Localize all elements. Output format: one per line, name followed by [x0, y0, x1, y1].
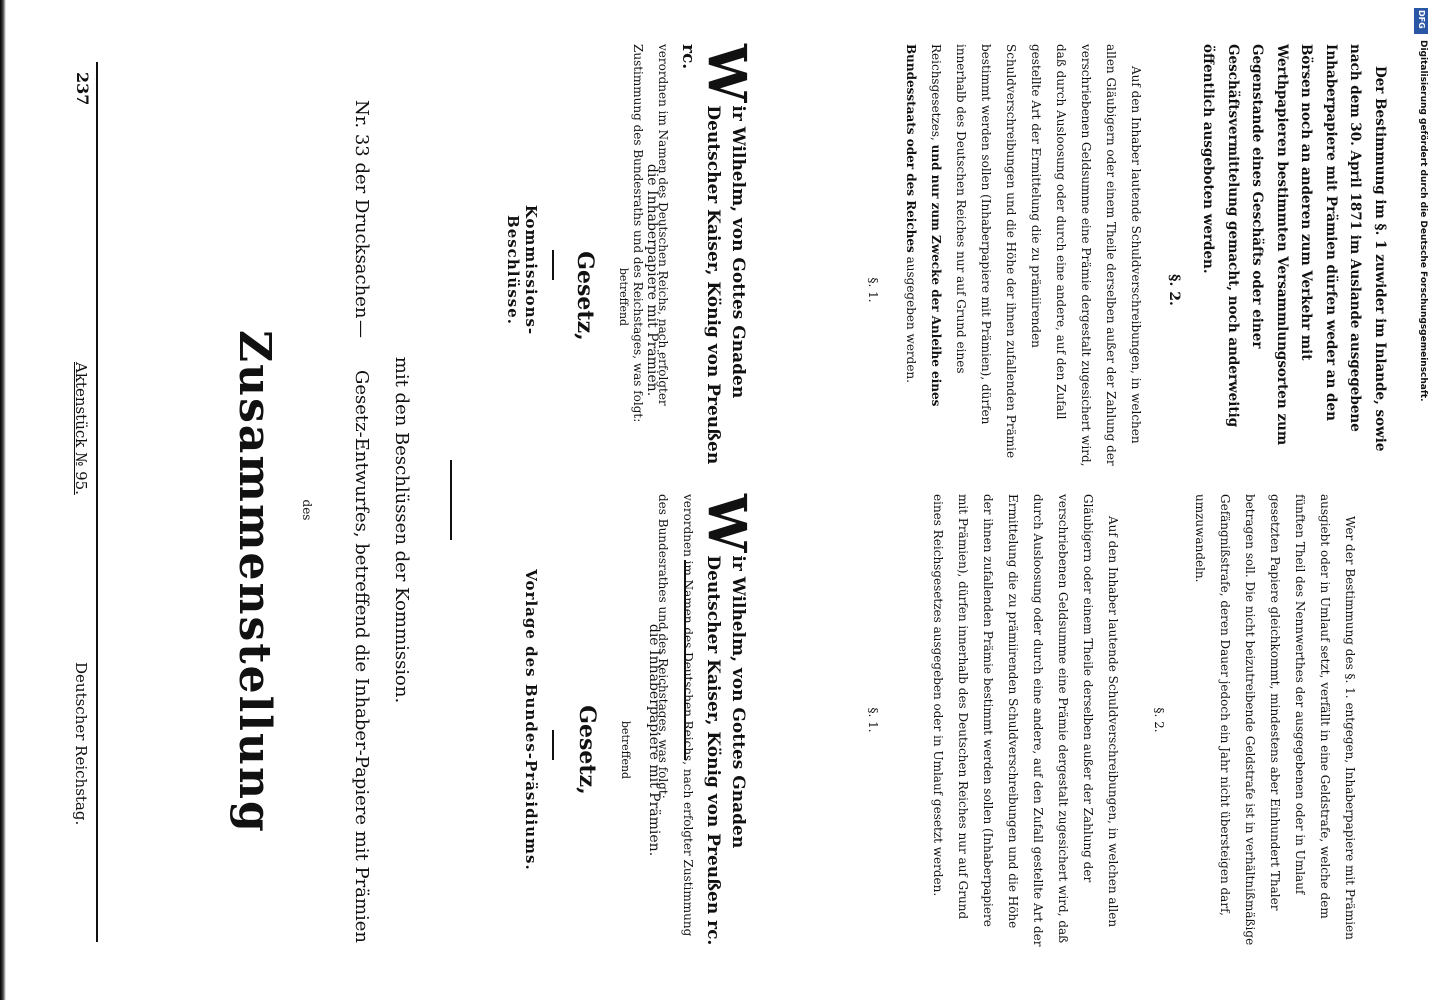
left-heading-rule — [552, 730, 554, 760]
left-para1-heading: §. 1. — [866, 707, 880, 733]
left-preamble-title: ir Wilhelm, von Gottes Gnaden Deutscher Kaiser, König von Preußen rc. — [703, 555, 748, 946]
left-betreffend: betreffend — [619, 720, 632, 780]
right-para1 — [888, 44, 1148, 474]
title-line-1b: Nr. 33 der Drucksachen — [351, 100, 372, 319]
left-para2-heading: §. 2. — [1152, 707, 1166, 733]
title-rule — [450, 460, 452, 540]
left-column-heading: Vorlage des Bundes-Präsidiums. — [522, 569, 540, 871]
right-para1-end: ausgegeben werden. — [904, 256, 918, 383]
left-para2: Wer der Bestimmung des §. 1. entgegen, Inhaberpapiere mit Prämien ausgiebt oder in Umlauf setzt, verfällt in eine Geldstrafe, welche dem fünften Theil des Nennwerthes der ausgegebenen oder in Umlauf gesetzten Papiere gleichkommt, mindestens aber Einhundert Thaler betragen soll. Die nicht beizutreibende Geldstrafe ist in verhältnißmäßige Gefängnißstrafe, deren Dauer jedoch ein Jahr nicht übersteigen darf, umzuwandeln. — [1193, 494, 1357, 946]
left-subject: die Inhaberpapiere mit Prämien. — [646, 623, 662, 857]
right-para2: Der Bestimmung im §. 1 zuwider im Inlande, sowie nach dem 30. April 1871 im Auslande ausgegebene Inhaberpapiere mit Prämien dürfen weder an den Börsen noch an anderen zum Verkehr mit Werthpapieren bestimmten Versammlungsorten zum Gegenstande eines Geschäfts oder einer Geschäftsvermittelung gemacht, noch anderweitig öffentlich ausgeboten werden. — [1200, 44, 1388, 452]
right-preamble — [631, 44, 757, 474]
right-preamble-text: verordnen im Namen des Deutschen Reichs, nach erfolgter Zustimmung des Bundesraths und des Reichstages, was folgt: — [631, 44, 670, 423]
left-law-title: Gesetz, — [574, 705, 600, 795]
running-header — [64, 62, 94, 952]
right-heading-rule — [552, 250, 554, 280]
right-subject: die Inhaberpapiere mit Prämien. — [644, 163, 660, 397]
title-des: des — [300, 499, 314, 521]
left-preamble — [650, 494, 757, 949]
right-para1-bold: und nur zum Zwecke der Anleihe eines Bundesstaats oder des Reiches — [904, 44, 943, 407]
title-line-2: mit den Beschlüssen der Kommission. — [391, 356, 412, 704]
right-column-heading: Kommissions-Beschlüsse. — [504, 204, 540, 336]
left-para1: Auf den Inhaber lautende Schuldverschreibungen, in welchen allen Gläubigern oder einem Theile derselben außer der Zahlung der verschriebenen Geldsumme eine Prämie dergestalt zugesichert wird, daß durch Ausloosung oder durch eine andere, auf den Zufall gestellte Art der Ermittelung die zu prämiirenden Schuldverschreibungen und die Höhe der ihnen zufallenden Prämie bestimmt werden sollen (Inhaberpapiere mit Prämien), dürfen innerhalb des Deutschen Reiches nur auf Grund eines Reichsgesetzes ausgegeben oder in Umlauf gesetzt werden. — [931, 494, 1120, 947]
header-left: Deutscher Reichstag. — [72, 662, 90, 826]
title-line-1 — [342, 50, 372, 950]
right-preamble-title: ir Wilhelm, von Gottes Gnaden Deutscher Kaiser, König von Preußen rc. — [678, 44, 748, 465]
header-rule — [96, 62, 98, 942]
right-para2-heading: §. 2. — [1166, 274, 1182, 306]
left-preamble-text: verordnen im Namen des Deutschen Reichs, nach erfolgter Zustimmung des Bundesrathes und des Reichstages, was folgt: — [656, 494, 695, 937]
right-para1-heading: §. 1. — [866, 277, 880, 303]
scan-edge — [0, 0, 6, 1000]
title-dash: — — [351, 320, 372, 338]
right-para1-text: Auf den Inhaber lautende Schuldverschreibungen, in welchen allen Gläubigern oder einem Theile derselben außer der Zahlung der verschriebenen Geldsumme eine Prämie dergestalt zugesichert wird, daß durch Ausloosung oder durch eine andere, auf den Zufall gestellte Art der Ermittelung die zu prämiirenden Schuldverschreibungen und die Höhe der ihnen zufallenden Prämie bestimmt werden sollen (Inhaberpapiere mit Prämien), dürfen innerhalb des Deutschen Reiches nur auf Grund eines Reichsgesetzes, — [929, 44, 1143, 467]
right-betreffend: betreffend — [617, 267, 630, 327]
dfg-logo: DFG — [1414, 8, 1428, 34]
page-number: 237 — [73, 72, 92, 106]
right-preamble-initial: W — [696, 44, 757, 103]
right-law-title: Gesetz, — [572, 251, 598, 341]
title-block — [222, 330, 282, 834]
header-center: Aktenstück № 95. — [72, 362, 90, 495]
title-line-1a: Gesetz-Entwurfes, betreffend die Inhaber-Papiere mit Prämien — [351, 370, 372, 944]
left-preamble-initial: W — [696, 494, 757, 553]
document-title: Zusammenstellung — [229, 330, 280, 834]
digitization-note: Digitalisierung gefördert durch die Deutsche Forschungsgemeinschaft. — [1418, 40, 1428, 402]
